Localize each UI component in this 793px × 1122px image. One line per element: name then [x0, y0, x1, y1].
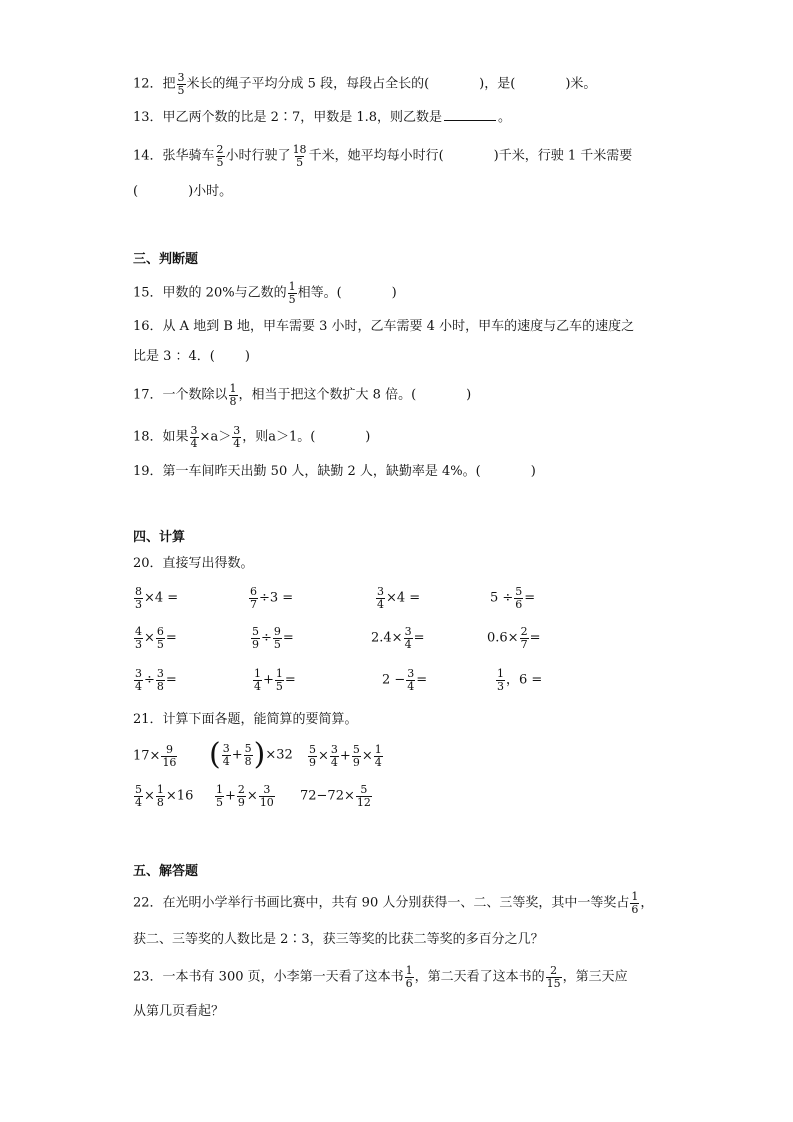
- q17-text: ，相当于把这个数扩大 8 倍。(: [238, 387, 417, 403]
- question-15: [133, 281, 397, 305]
- q12-text: 米长的绳子平均分成 5 段，每段占全长的(: [186, 76, 430, 92]
- fraction: $\frac{1}{8}$: [229, 382, 237, 408]
- question-14: [133, 144, 632, 168]
- q13-text: 。: [498, 110, 512, 125]
- calc-item: 17× $\frac{9}{16}$: [133, 743, 177, 769]
- q14-text: 14．张华骑车: [133, 148, 215, 164]
- q18-text: 18．如果: [133, 429, 189, 445]
- q18-text: ): [365, 429, 371, 445]
- fraction: $\frac{2}{5}$: [216, 143, 224, 169]
- fraction: $\frac{3}{4}$: [233, 424, 241, 450]
- q15-text: 15．甲数的 20%与乙数的: [133, 285, 287, 301]
- calc-item: 2 − $\frac{3}{4}$ =: [382, 667, 428, 693]
- question-23-line2: 从第几页看起？: [133, 1004, 225, 1019]
- q12-text: )米。: [565, 76, 597, 92]
- calc-item: 2.4× $\frac{3}{4}$ =: [371, 625, 425, 651]
- calc-item: $\frac{5}{4}$ × $\frac{1}{8}$ ×16: [135, 783, 194, 809]
- q14-text: (: [133, 184, 139, 199]
- fraction: $\frac{1}{6}$: [405, 964, 413, 990]
- q18-text: ，则a＞1。(: [242, 429, 316, 445]
- q23-text: ，第二天看了这本书的: [414, 969, 545, 985]
- calc-item: $\frac{1}{4}$ + $\frac{1}{5}$ =: [254, 667, 296, 693]
- q19-text: 19．第一车间昨天出勤 50 人，缺勤 2 人，缺勤率是 4%。(: [133, 464, 481, 479]
- q16-text: 比是 3 ：4．(: [133, 349, 215, 364]
- question-22: [133, 891, 653, 915]
- section-heading: 四、计算: [133, 530, 186, 545]
- question-21-title: 21．计算下面各题，能简算的要简算。: [133, 712, 358, 727]
- q17-text: 17．一个数除以: [133, 387, 228, 403]
- q15-text: 相等。(: [297, 285, 342, 301]
- question-19: [133, 465, 536, 478]
- q14-text: 千米，她平均每小时行(: [308, 148, 444, 164]
- question-22-line2: 获二、三等奖的人数比是 2∶3，获三等奖的比获二等奖的多百分之几？: [133, 932, 544, 947]
- fraction: $\frac{3}{5}$: [177, 71, 185, 97]
- question-23: [133, 965, 628, 989]
- calc-item: 5 ÷ $\frac{5}{6}$ =: [490, 585, 536, 611]
- q19-text: ): [530, 464, 536, 479]
- question-16-line2: [133, 350, 250, 363]
- q16-text: ): [244, 349, 250, 364]
- answer-blank[interactable]: [444, 120, 496, 121]
- q17-text: ): [466, 387, 472, 403]
- q16-text: 16．从 A 地到 B 地，甲车需要 3 小时，乙车需要 4 小时，甲车的速度与乙车的速度之: [133, 319, 635, 334]
- question-20-title: 20．直接写出得数。: [133, 556, 254, 571]
- fraction: $\frac{3}{4}$: [190, 424, 198, 450]
- q14-text: )千米，行驶 1 千米需要: [493, 148, 633, 164]
- question-12: [133, 72, 596, 96]
- calc-item: ( $\frac{3}{4}$ + $\frac{5}{8}$ )×32: [209, 737, 293, 772]
- q18-text: ×a＞: [199, 429, 232, 445]
- calc-item: $\frac{5}{9}$ × $\frac{3}{4}$ + $\frac{5}{9}$ × $\frac{1}{4}$: [309, 743, 382, 769]
- fraction: $\frac{18}{5}$: [292, 143, 307, 169]
- question-13: [133, 111, 511, 124]
- q12-text: 12．把: [133, 76, 176, 92]
- q23-text: ，第三天应: [562, 969, 628, 985]
- q14-text: 小时行驶了: [225, 148, 291, 164]
- fraction: $\frac{2}{15}$: [546, 964, 561, 990]
- q22-text: ，: [640, 895, 654, 911]
- calc-item: $\frac{6}{7}$ ÷3 =: [250, 585, 294, 611]
- q13-text: 13．甲乙两个数的比是 2∶7，甲数是 1.8，则乙数是: [133, 110, 443, 125]
- section-heading: 三、判断题: [133, 252, 199, 267]
- calc-item: $\frac{1}{3}$ ，6 =: [497, 667, 543, 693]
- calc-item: $\frac{5}{9}$ ÷ $\frac{9}{5}$ =: [252, 625, 294, 651]
- q22-text: 22．在光明小学举行书画比赛中，共有 90 人分别获得一、二、三等奖，其中一等奖占: [133, 895, 630, 911]
- q12-text: )，是(: [479, 76, 516, 92]
- fraction: $\frac{1}{6}$: [631, 890, 639, 916]
- question-17: [133, 383, 471, 407]
- question-14-line2: [133, 185, 232, 198]
- section-heading: 五、解答题: [133, 864, 199, 879]
- q15-text: ): [391, 285, 397, 301]
- question-16: [133, 320, 634, 333]
- calc-item: 72−72× $\frac{5}{12}$: [300, 783, 371, 809]
- calc-item: $\frac{1}{5}$ + $\frac{2}{9}$ × $\frac{3}{10}$: [216, 783, 274, 809]
- calc-item: $\frac{3}{4}$ ×4 =: [377, 585, 421, 611]
- question-18: [133, 425, 370, 449]
- fraction: $\frac{1}{5}$: [288, 280, 296, 306]
- calc-item: $\frac{4}{3}$ × $\frac{6}{5}$ =: [135, 625, 177, 651]
- q23-text: 23．一本书有 300 页，小李第一天看了这本书: [133, 969, 404, 985]
- calc-item: $\frac{8}{3}$ ×4 =: [135, 585, 179, 611]
- q14-text: )小时。: [188, 184, 233, 199]
- calc-item: 0.6× $\frac{2}{7}$ =: [487, 625, 541, 651]
- calc-item: $\frac{3}{4}$ ÷ $\frac{3}{8}$ =: [135, 667, 177, 693]
